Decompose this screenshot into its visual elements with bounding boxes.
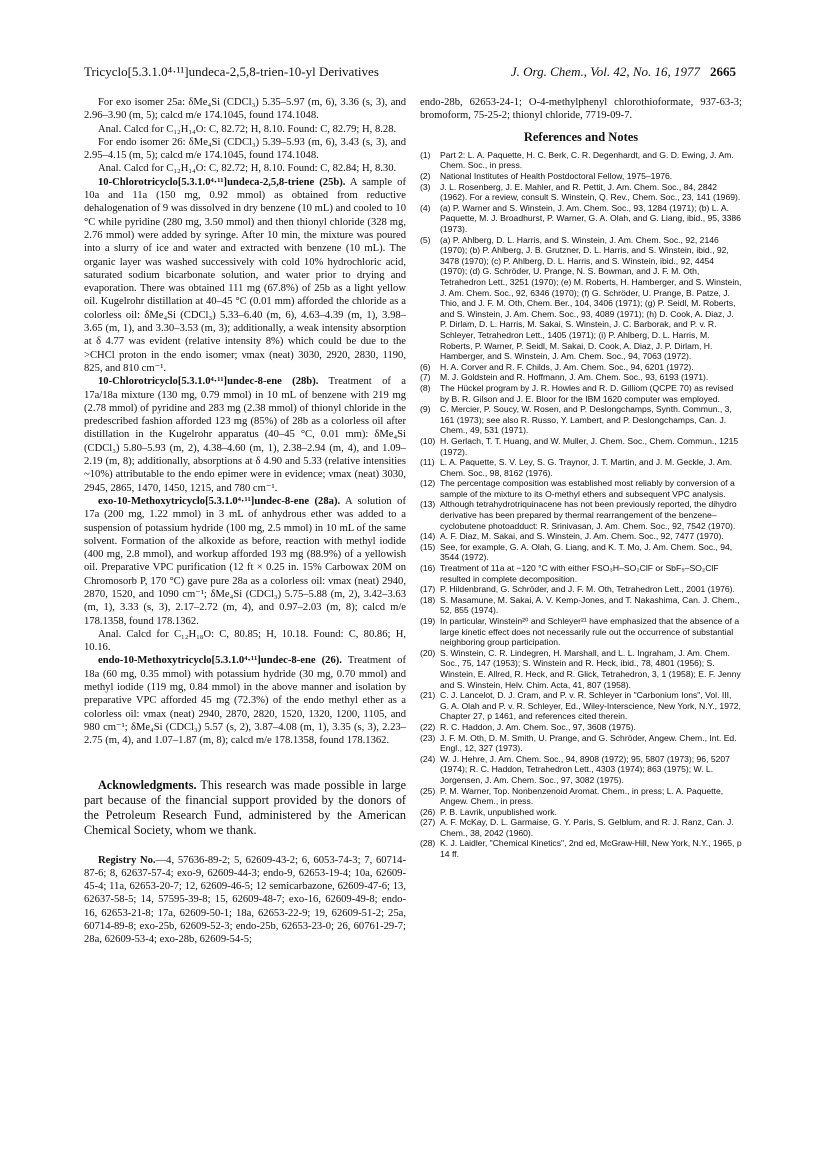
references-list <box>420 150 742 860</box>
reference-text: The percentage composition was established most reliably by conversion of a sample of the mixture to its O-methyl ethers and subsequent VPC analysis. <box>440 478 735 499</box>
reference-number: (11) <box>420 457 435 468</box>
reference-item <box>420 478 742 499</box>
reference-item <box>420 733 742 754</box>
page-number: 2665 <box>710 64 736 79</box>
reference-text: J. F. M. Oth, D. M. Smith, U. Prange, and G. Schröder, Angew. Chem., Int. Ed. Engl., 12, 327 (1973). <box>440 732 737 754</box>
reference-item <box>420 235 742 362</box>
procedure-28b <box>84 375 406 495</box>
reference-text: S. Winstein, C. R. Lindegren, H. Marshall, and L. L. Ingraham, J. Am. Chem. Soc., 75, 147 (1953); S. Winstein and R. Heck, ibid., 78, 4801 (1956); S. Winstein, E. Allred, R. Heck, and R. Glick, Tetrahedron, 3, 1 (1958); E. F. Jenny and S. Winstein, Helv. Chim. Acta, 41, 807 (1958). <box>440 647 741 690</box>
reference-text: W. J. Hehre, J. Am. Chem. Soc., 94, 8908 (1972); 95, 5807 (1973); 96, 5207 (1974); R. C. Haddon, Tetrahedron Lett., 4303 (1974); 863 (1975); W. L. Jorgensen, J. Am. Chem. Soc., 97, 3082 (1975). <box>440 753 730 785</box>
reference-item <box>420 499 742 531</box>
reference-item <box>420 383 742 404</box>
procedure-25b <box>84 176 406 375</box>
registry-numbers <box>84 854 406 947</box>
reference-text: The Hückel program by J. R. Howles and R. D. Gilliom (QCPE 70) as revised by B. R. Gilson and J. E. Bloor for the IBM 1620 computer was employed. <box>440 382 734 404</box>
reference-text: P. Hildenbrand, G. Schröder, and J. F. M. Oth, Tetrahedron Lett., 2001 (1976). <box>440 584 735 595</box>
reference-item <box>420 690 742 722</box>
reference-text: Although tetrahydrotriquinacene has not been previously reported, the dihydro derivative has been prepared by thermal rearrangement of the benzene–cyclobutene photoadduct: R. Srinivasan, J. Am. Chem. Soc., 92, 7542 (1970). <box>440 499 737 531</box>
procedure-28a-body: A solution of 17a (200 mg, 1.22 mmol) in 3 mL of anhydrous ether was added to a suspension of potassium hydride (100 mg, 2.5 mmol) in 10 mL of the same solvent. Formation of the alkoxide as before, reaction with methyl iodide (400 mg, 2.8 mmol), and workup afforded 193 mg (88.9%) of a yellowish oil. Preparative VPC purification (12 ft × 0.25 in. 15% Carbowax 20M on Chromosorb P, 170 °C) gave pure 28a as a colorless oil: νmax (neat) 2940, 2870, 1520, and 1090 cm⁻¹; δMe₄Si (CDCl₃) 5.75–5.88 (m, 2), 3.42–3.63 (m, 1), 3.33 (s, 3), 2.17–2.72 (m, 4), and 0.97–2.03 (m, 8); calcd m/e 178.1358, found 178.1362. <box>84 495 406 627</box>
reference-number: (23) <box>420 732 436 743</box>
reference-number: (6) <box>420 361 431 372</box>
reference-text: L. A. Paquette, S. V. Ley, S. G. Traynor, J. T. Martin, and J. M. Geckle, J. Am. Chem. Soc., 98, 8162 (1976). <box>440 457 733 478</box>
reference-text: In particular, Winstein²⁰ and Schleyer²¹ have emphasized that the absence of a large kinetic effect does not necessarily rule out the occurrence of substantial neighboring group participation. <box>440 616 740 648</box>
reference-number: (25) <box>420 785 436 796</box>
journal-name: J. Org. Chem., Vol. 42, No. 16, 1977 <box>510 64 700 79</box>
reference-number: (2) <box>420 171 431 182</box>
journal-citation <box>511 64 736 80</box>
exo-25a-analysis: Anal. Calcd for C₁₂H₁₄O: C, 82.72; H, 8.10. Found: C, 82.79; H, 8.28. <box>98 123 397 135</box>
procedure-25b-body: A sample of 10a and 11a (150 mg, 0.92 mmol) as obtained from reductive dehalogenation of 9 was dissolved in dry benzene (10 mL) and cooled to 10 °C while pyridine (280 mg, 3.50 mmol) and then thionyl chloride (328 mg, 2.76 mmol) were added by syringe. After 10 min, the mixture was poured into a slurry of ice and water and extracted with benzene (10 mL). The organic layer was washed successively with cold 10% hydrochloric acid, saturated sodium bicarbonate solution, and water prior to drying and evaporation. There was obtained 111 mg (67.8%) of 25b as a light yellow oil. Kugelrohr distillation at 40–45 °C (0.01 mm) afforded the chloride as a colorless oil: δMe₄Si (CDCl₃) 5.33–6.40 (m, 6), 4.63–4.39 (m, 1), 3.98–3.65 (m, 1), and 3.30–3.53 (m, 3); additionally, a weak intensity absorption at δ 4.77 was evident (relative intensity 8%) which could be due to the >CHCl proton in the endo isomer; νmax (neat) 3030, 2920, 2830, 1190, 825, and 810 cm⁻¹. <box>84 176 406 374</box>
reference-text: C. Mercier, P. Soucy, W. Rosen, and P. Deslongchamps, Synth. Commun., 3, 161 (1973); see also R. Russo, Y. Lambert, and P. Deslongchamps, Can. J. Chem., 49, 531 (1971). <box>440 404 732 436</box>
reference-item <box>420 616 742 648</box>
reference-item <box>420 542 742 563</box>
reference-item <box>420 531 742 542</box>
procedure-25b-heading: 10-Chlorotricyclo[5.3.1.0⁴·¹¹]undeca-2,5,8-triene (25b). <box>98 176 346 188</box>
reference-item <box>420 595 742 616</box>
reference-text: (a) P. Warner and S. Winstein, J. Am. Chem. Soc., 93, 1284 (1971); (b) L. A. Paquette, M. J. Broadhurst, P. Warner, G. A. Olah, and G. Liang, ibid., 95, 3386 (1973). <box>440 202 741 235</box>
reference-item <box>420 171 742 182</box>
acknowledgments-body: This research was made possible in large part because of the financial support provided by the donors of the Petroleum Research Fund, administered by the American Chemical Society, whom we thank. <box>84 777 406 837</box>
running-header <box>84 64 736 82</box>
reference-text: A. F. Diaz, M. Sakai, and S. Winstein, J. Am. Chem. Soc., 92, 7477 (1970). <box>440 531 724 542</box>
reference-item <box>420 182 742 203</box>
reference-text: Part 2: L. A. Paquette, H. C. Berk, C. R. Degenhardt, and G. D. Ewing, J. Am. Chem. Soc., in press. <box>440 149 734 171</box>
reference-number: (21) <box>420 690 436 701</box>
reference-item <box>420 754 742 786</box>
reference-item <box>420 722 742 733</box>
reference-number: (8) <box>420 382 431 393</box>
procedure-28b-body: Treatment of a 17a/18a mixture (130 mg, 0.79 mmol) in 10 mL of benzene with 219 mg (2.78 mmol) of pyridine and 283 mg (2.38 mmol) of thionyl chloride in the predescribed fashion afforded 123 mg (85%) of 28b as a colorless oil after distillation in the Kugelrohr apparatus (40–45 °C, 0.01 mm): δMe₄Si (CDCl₃) 5.80–5.93 (m, 2), 4.38–4.60 (m, 1), 2.38–2.94 (m, 4), and 1.09–2.19 (m, 8); additionally, absorptions at δ 4.90 and 5.33 (relative intensities ~10%) attributable to the endo epimer were in evidence; νmax (neat) 3030, 2945, 2865, 1470, 1450, 1215, and 780 cm⁻¹. <box>84 376 407 494</box>
reference-text: C. J. Lancelot, D. J. Cram, and P. v. R. Schleyer in "Carbonium Ions", Vol. III, G. A. Olah and P. v. R. Schleyer, Ed., Wiley-Interscience, New York, N.Y., 1972, Chapter 27, p 1461, and references cited therein. <box>440 690 741 722</box>
reference-number: (27) <box>420 817 436 828</box>
registry-continuation: endo-28b, 62653-24-1; O-4-methylphenyl chlorothioformate, 937-63-3; bromoform, 75-25-2; thionyl chloride, 7719-09-7. <box>420 97 742 122</box>
reference-text: Treatment of 11a at −120 °C with either FSO₃H–SO₂ClF or SbF₅–SO₂ClF resulted in complete decomposition. <box>440 563 719 584</box>
reference-item <box>420 457 742 478</box>
reference-item <box>420 584 742 595</box>
reference-text: J. L. Rosenberg, J. E. Mahler, and R. Pettit, J. Am. Chem. Soc., 84, 2842 (1962). For a review, consult S. Winstein, Q. Rev., Chem. Soc., 23, 141 (1969). <box>440 181 741 203</box>
procedure-28b-heading: 10-Chlorotricyclo[5.3.1.0⁴·¹¹]undec-8-ene (28b). <box>98 376 319 388</box>
procedure-28a-heading: exo-10-Methoxytricyclo[5.3.1.0⁴·¹¹]undec-8-ene (28a). <box>98 495 341 507</box>
reference-item <box>420 817 742 838</box>
reference-number: (5) <box>420 234 431 245</box>
reference-item <box>420 838 742 859</box>
reference-number: (24) <box>420 753 436 764</box>
reference-item <box>420 362 742 373</box>
reference-item <box>420 786 742 807</box>
registry-body: —4, 57636-89-2; 5, 62609-43-2; 6, 6053-74-3; 7, 60714-87-6; 8, 62637-57-4; exo-9, 62609-44-3; endo-9, 62653-19-4; 10a, 62609-45-4; 11a, 62653-20-7; 12, 62609-46-5; 12 semicarbazone, 62609-47-6; 13, 62637-58-5; 14, 57595-39-8; 15, 62609-48-7; exo-16, 62609-49-8; endo-16, 62653-21-8; 17a, 62609-50-1; 18a, 62653-22-9; 19, 62609-51-2; 25a, 60714-89-8; exo-25b, 62609-52-3; endo-25b, 62653-23-0; 26, 60761-29-7; 28a, 62609-53-4; exo-28b, 62609-54-5; <box>84 854 406 946</box>
reference-item <box>420 436 742 457</box>
reference-number: (14) <box>420 531 436 542</box>
reference-number: (28) <box>420 838 436 849</box>
reference-number: (13) <box>420 499 436 510</box>
reference-item <box>420 150 742 171</box>
reference-number: (15) <box>420 541 436 552</box>
left-column <box>84 96 406 947</box>
reference-number: (19) <box>420 616 436 627</box>
reference-item <box>420 404 742 436</box>
reference-number: (9) <box>420 404 431 415</box>
reference-number: (18) <box>420 594 436 605</box>
acknowledgments <box>84 778 406 838</box>
reference-text: K. J. Laidler, "Chemical Kinetics", 2nd ed, McGraw-Hill, New York, N.Y., 1965, p 14 ff. <box>440 838 742 860</box>
running-title: Tricyclo[5.3.1.0⁴·¹¹]undeca-2,5,8-trien-10-yl Derivatives <box>84 64 379 79</box>
reference-item <box>420 807 742 818</box>
reference-number: (26) <box>420 806 436 817</box>
reference-number: (16) <box>420 563 436 574</box>
reference-text: R. C. Haddon, J. Am. Chem. Soc., 97, 3608 (1975). <box>440 721 636 732</box>
procedure-26-body: Treatment of 18a (60 mg, 0.35 mmol) with potassium hydride (30 mg, 0.70 mmol) and methyl iodide (119 mg, 0.84 mmol) in the above manner and isolation by preparative VPC afforded 45 mg (72.3%) of the endo methyl ether as a colorless oil: νmax (neat) 2940, 2870, 2820, 1520, 1320, 1200, 1105, and 980 cm⁻¹; δMe₄Si (CDCl₃) 5.57 (s, 2), 3.87–4.08 (m, 1), 3.35 (s, 3), 2.23–2.75 (m, 4), and 1.07–1.87 (m, 8); calcd m/e 178.1358, found 178.1362. <box>84 655 407 747</box>
endo-26-data: For endo isomer 26: δMe₄Si (CDCl₃) 5.39–5.93 (m, 6), 3.43 (s, 3), and 2.95–4.15 (m, 5); calcd m/e 174.1045, found 174.1048. <box>84 136 406 162</box>
reference-text: S. Masamune, M. Sakai, A. V. Kemp-Jones, and T. Nakashima, Can. J. Chem., 52, 855 (1974). <box>440 594 740 616</box>
procedure-26-heading: endo-10-Methoxytricyclo[5.3.1.0⁴·¹¹]undec-8-ene (26). <box>98 655 342 667</box>
endo-26-analysis: Anal. Calcd for C₁₂H₁₄O: C, 82.72; H, 8.10. Found: C, 82.84; H, 8.30. <box>98 163 397 175</box>
acknowledgments-heading: Acknowledgments. <box>98 777 197 792</box>
reference-number: (7) <box>420 372 431 383</box>
reference-text: National Institutes of Health Postdoctoral Fellow, 1975–1976. <box>440 171 673 182</box>
exo-25a-data: For exo isomer 25a: δMe₄Si (CDCl₃) 5.35–5.97 (m, 6), 3.36 (s, 3), and 2.96–3.90 (m, 5); calcd m/e 174.1045, found 174.1048. <box>84 97 406 122</box>
reference-number: (4) <box>420 202 431 213</box>
reference-text: (a) P. Ahlberg, D. L. Harris, and S. Winstein, J. Am. Chem. Soc., 92, 2146 (1970); (b) P. Ahlberg, J. B. Grutzner, D. L. Harris, and S. Winstein, ibid., 92, 3478 (1970); (c) P. Ahlberg, D. L. Harris, and S. Winstein, ibid., 92, 4454 (1970); (d) G. Schröder, U. Prange, N. S. Bowman, and J. F. M. Oth, Tetrahedron Lett., 3251 (1970); (e) M. Roberts, H. Hamberger, and S. Winstein, J. Am. Chem. Soc., 92, 6346 (1970); (f) G. Schröder, U. Prange, B. Patze, J. Thio, and J. F. M. Oth, Chem. Ber., 104, 3406 (1971); (g) P. Seidl, M. Roberts, and S. Winstein, J. Am. Chem. Soc., 93, 4089 (1971); (h) D. Cook, A. Diaz, J. P. Dirlam, D. L. Harris, M. Sakai, S. Winstein, J. C. Barborak, and P. v. R. Schleyer, Tetrahedron Lett., 1405 (1971); (i) P. Ahlberg, D. L. Harris, M. Roberts, P. Warner, P. Seidl, M. Sakai, D. Cook, A. Diaz, J. P. Dirlam, H. Hamberger, and S. Winstein, J. Am. Chem. Soc., 94, 7063 (1972). <box>440 234 742 362</box>
reference-item <box>420 372 742 383</box>
reference-number: (10) <box>420 435 436 446</box>
reference-number: (1) <box>420 149 431 160</box>
reference-text: M. J. Goldstein and R. Hoffmann, J. Am. Chem. Soc., 93, 6193 (1971). <box>440 372 709 383</box>
references-heading: References and Notes <box>523 129 639 144</box>
registry-heading: Registry No. <box>98 854 156 866</box>
reference-text: H. Gerlach, T. T. Huang, and W. Muller, J. Chem. Soc., Chem. Commun., 1215 (1972). <box>440 435 739 457</box>
reference-text: P. B. Lavrik, unpublished work. <box>440 806 557 817</box>
procedure-26 <box>84 654 406 747</box>
reference-number: (3) <box>420 181 431 192</box>
reference-text: See, for example, G. A. Olah, G. Liang, and K. T. Mo, J. Am. Chem. Soc., 94, 3544 (1972). <box>440 541 733 563</box>
reference-item <box>420 563 742 584</box>
reference-number: (12) <box>420 478 436 489</box>
procedure-28a-analysis: Anal. Calcd for C₁₂H₁₈O: C, 80.85; H, 10.18. Found: C, 80.86; H, 10.16. <box>84 628 406 654</box>
reference-item <box>420 648 742 690</box>
right-column <box>420 96 742 860</box>
procedure-28a <box>84 495 406 628</box>
reference-text: A. F. McKay, D. L. Garmaise, G. Y. Paris, S. Gelblum, and R. J. Ranz, Can. J. Chem., 38, 2042 (1960). <box>440 817 734 838</box>
reference-text: P. M. Warner, Top. Nonbenzenoid Aromat. Chem., in press; L. A. Paquette, Angew. Chem., in press. <box>440 785 724 807</box>
reference-item <box>420 203 742 235</box>
reference-number: (20) <box>420 647 436 658</box>
reference-number: (22) <box>420 721 436 732</box>
reference-text: H. A. Corver and R. F. Childs, J. Am. Chem. Soc., 94, 6201 (1972). <box>440 361 694 372</box>
reference-number: (17) <box>420 584 436 595</box>
